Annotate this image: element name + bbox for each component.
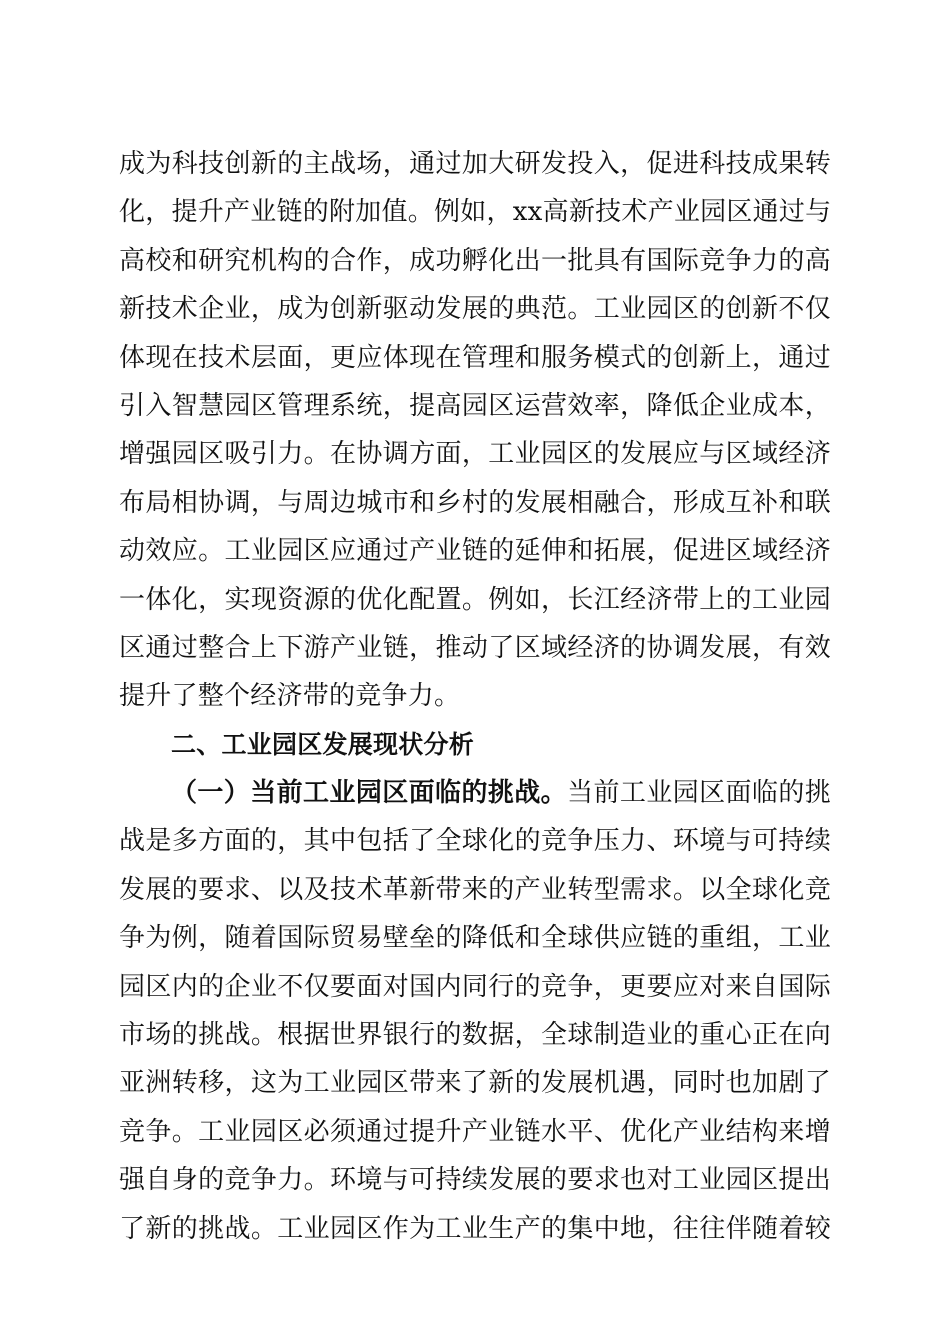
section-heading: 二、工业园区发展现状分析 bbox=[171, 729, 475, 759]
text-line: 园区内的企业不仅要面对国内同行的竞争，更要应对来自国际 bbox=[119, 971, 831, 1002]
text-run: 当前工业园区面临的挑 bbox=[567, 778, 831, 809]
document-body bbox=[119, 140, 831, 1253]
text-line: 高校和研究机构的合作，成功孵化出一批具有国际竞争力的高 bbox=[119, 245, 831, 276]
text-line: 竞争。工业园区必须通过提升产业链水平、优化产业结构来增 bbox=[119, 1116, 831, 1147]
text-line: 体现在技术层面，更应体现在管理和服务模式的创新上，通过 bbox=[119, 342, 831, 373]
text-line: 动效应。工业园区应通过产业链的延伸和拓展，促进区域经济 bbox=[119, 536, 831, 567]
subheading: （一）当前工业园区面临的挑战。 bbox=[171, 778, 568, 809]
text-line: 提升了整个经济带的竞争力。 bbox=[119, 681, 461, 712]
text-line: 了新的挑战。工业园区作为工业生产的集中地，往往伴随着较 bbox=[119, 1213, 831, 1244]
text-line: 市场的挑战。根据世界银行的数据，全球制造业的重心正在向 bbox=[119, 1020, 831, 1051]
text-line: 新技术企业，成为创新驱动发展的典范。工业园区的创新不仅 bbox=[119, 294, 831, 325]
text-line: 增强园区吸引力。在协调方面，工业园区的发展应与区域经济 bbox=[119, 439, 831, 470]
paragraph-challenges bbox=[119, 769, 831, 1253]
text-line: 发展的要求、以及技术革新带来的产业转型需求。以全球化竞 bbox=[119, 874, 831, 905]
text-line: 区通过整合上下游产业链，推动了区域经济的协调发展，有效 bbox=[119, 632, 831, 663]
paragraph-continuation bbox=[119, 140, 831, 721]
text-line: 成为科技创新的主战场，通过加大研发投入，促进科技成果转 bbox=[119, 149, 831, 179]
text-line: 强自身的竞争力。环境与可持续发展的要求也对工业园区提出 bbox=[119, 1165, 831, 1196]
text-line: 引入智慧园区管理系统，提高园区运营效率，降低企业成本， bbox=[119, 390, 831, 421]
text-line-first bbox=[119, 769, 831, 817]
text-line: 布局相协调，与周边城市和乡村的发展相融合，形成互补和联 bbox=[119, 487, 831, 518]
text-line: 一体化，实现资源的优化配置。例如，长江经济带上的工业园 bbox=[119, 584, 831, 615]
text-line: 化，提升产业链的附加值。例如，xx高新技术产业园区通过与 bbox=[119, 197, 832, 228]
text-line: 战是多方面的，其中包括了全球化的竞争压力、环境与可持续 bbox=[119, 826, 831, 857]
text-line: 争为例，随着国际贸易壁垒的降低和全球供应链的重组，工业 bbox=[119, 923, 831, 954]
text-line: 亚洲转移，这为工业园区带来了新的发展机遇，同时也加剧了 bbox=[119, 1068, 831, 1099]
